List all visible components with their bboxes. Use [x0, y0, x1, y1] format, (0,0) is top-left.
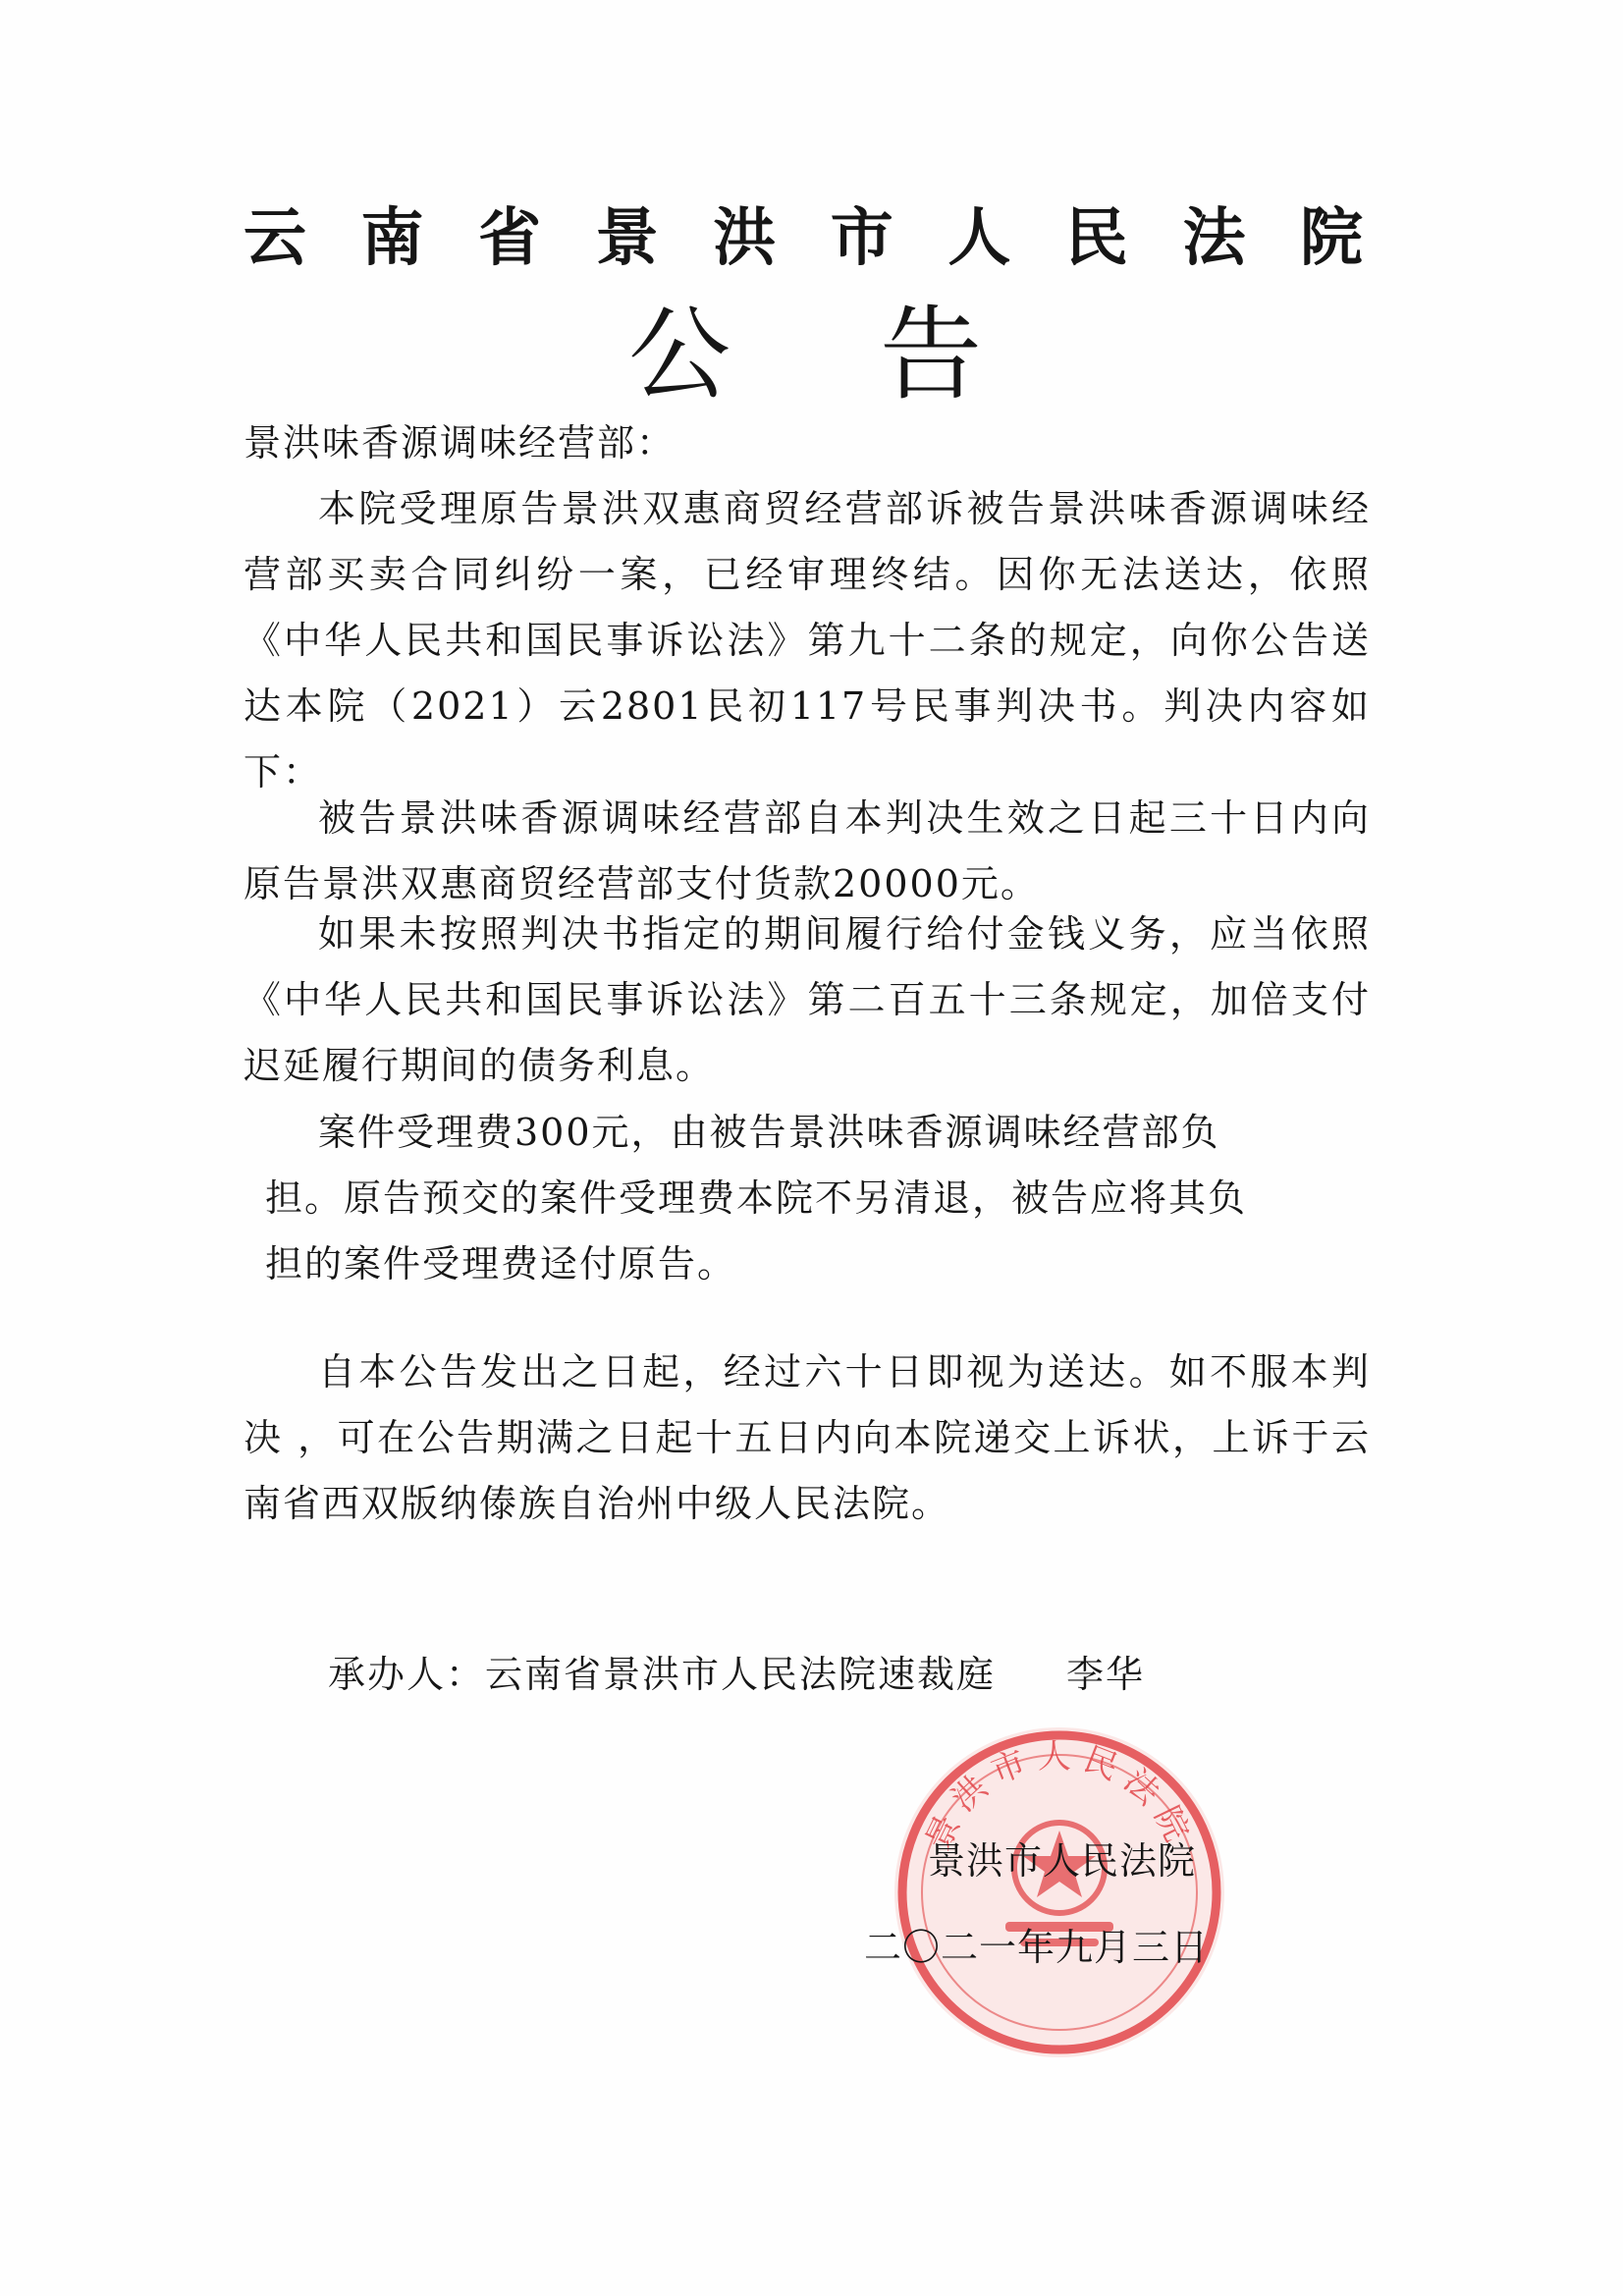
- document-title: 公告: [628, 295, 982, 414]
- handler-label: 承办人：云南省景洪市人民法院速裁庭: [328, 1653, 997, 1696]
- fee-line-3: 担的案件受理费迳付原告。: [265, 1242, 737, 1285]
- handler-name: 李华: [1066, 1653, 1146, 1696]
- addressee: 景洪味香源调味经营部：: [243, 421, 676, 465]
- service-paragraph: 自本公告发出之日起，经过六十日即视为送达。如不服本判决 ，可在公告期满之日起十五日内向本院递交上诉状，上诉于云南省西双版纳傣族自治州中级人民法院。: [243, 1350, 1371, 1525]
- fee-paragraph: [243, 1100, 1371, 1297]
- fee-line-2: 担。原告预交的案件受理费本院不另清退，被告应将其负: [265, 1176, 1248, 1220]
- court-name-heading: 云南省景洪市人民法院: [243, 202, 1363, 275]
- ruling-paragraph: 被告景洪味香源调味经营部自本判决生效之日起三十日内向原告景洪双惠商贸经营部支付货款20000元。: [243, 796, 1371, 905]
- signing-date: 二〇二一年九月三日: [864, 1926, 1210, 1969]
- seal-outer-text: 景洪市人民法院: [918, 1737, 1201, 1857]
- performance-paragraph: 如果未按照判决书指定的期间履行给付金钱义务，应当依照《中华人民共和国民事诉讼法》第二百五十三条规定，加倍支付迟延履行期间的债务利息。: [243, 912, 1371, 1087]
- main-paragraph: 本院受理原告景洪双惠商贸经营部诉被告景洪味香源调味经营部买卖合同纠纷一案，已经审理终结。因你无法送达，依照《中华人民共和国民事诉讼法》第九十二条的规定，向你公告送达本院（2021）云2801民初117号民事判决书。判决内容如下：: [243, 487, 1371, 793]
- signing-court: 景洪市人民法院: [928, 1839, 1197, 1883]
- handler-line: [328, 1642, 1145, 1708]
- fee-line-1: 案件受理费300元，由被告景洪味香源调味经营部负: [318, 1111, 1220, 1154]
